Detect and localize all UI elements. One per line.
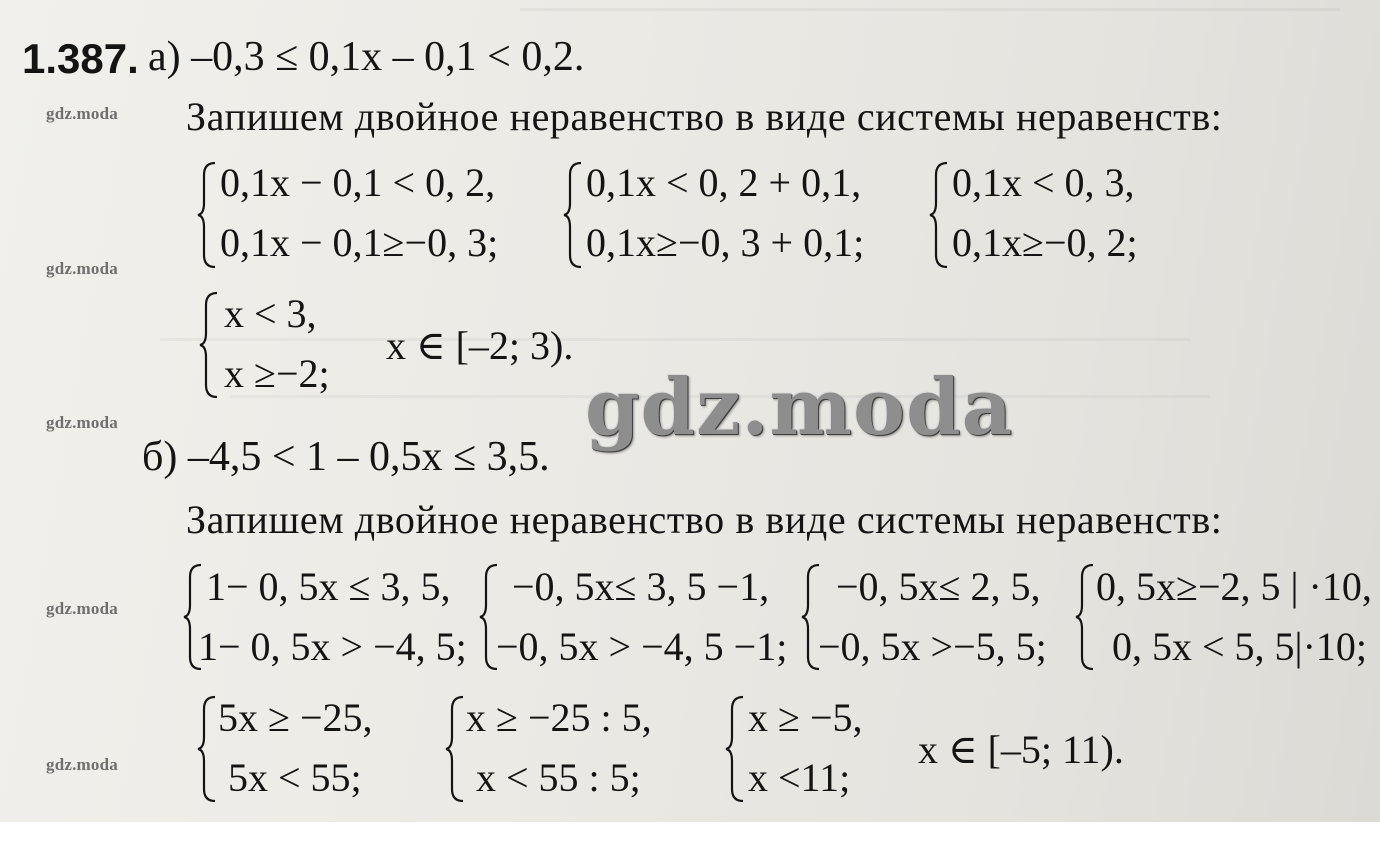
equation-line: −0, 5x≤ 2, 5, — [836, 564, 1041, 609]
equation-line: x <11; — [748, 755, 851, 800]
equation-line: 1− 0, 5x > −4, 5; — [198, 624, 467, 669]
part-a-answer: x ∈ [–2; 3). — [386, 323, 574, 368]
part-a-intro: Запишем двойное неравенство в виде системы неравенств: — [186, 94, 1223, 139]
equation-line: 0,1x < 0, 2 + 0,1, — [586, 160, 862, 205]
show-through-line — [520, 8, 1340, 11]
equation-line: x ≥−2; — [224, 351, 330, 396]
system-brace — [562, 160, 584, 270]
equation-line: −0, 5x≤ 3, 5 −1, — [512, 564, 770, 609]
part-b-statement: б) –4,5 < 1 – 0,5x ≤ 3,5. — [142, 434, 550, 480]
small-watermark: gdz.moda — [46, 104, 118, 123]
large-watermark: gdz.moda — [585, 362, 1014, 453]
part-b-answer: x ∈ [–5; 11). — [918, 727, 1124, 772]
problem-number: 1.387. — [22, 35, 139, 82]
equation-line: x < 55 : 5; — [476, 755, 641, 800]
equation-line: 0,1x < 0, 3, — [952, 160, 1135, 205]
small-watermark: gdz.moda — [46, 413, 118, 432]
system-brace — [1074, 562, 1096, 672]
show-through-line — [160, 338, 1190, 341]
equation-line: 0, 5x < 5, 5|·10; — [1112, 624, 1367, 669]
part-b-intro: Запишем двойное неравенство в виде системы неравенств: — [186, 497, 1223, 542]
equation-line: −0, 5x > −4, 5 −1; — [496, 624, 788, 669]
small-watermark: gdz.moda — [46, 259, 118, 278]
equation-line: x < 3, — [224, 291, 317, 336]
equation-line: 0,1x≥−0, 2; — [952, 220, 1138, 265]
equation-line: 5x ≥ −25, — [218, 695, 373, 740]
small-watermark: gdz.moda — [46, 755, 118, 774]
equation-line: 5x < 55; — [228, 755, 362, 800]
equation-line: 0,1x − 0,1 < 0, 2, — [220, 160, 496, 205]
system-brace — [196, 160, 218, 270]
part-a-statement: а) –0,3 ≤ 0,1x – 0,1 < 0,2. — [148, 34, 585, 80]
equation-line: −0, 5x >−5, 5; — [818, 624, 1047, 669]
system-brace — [196, 694, 218, 804]
small-watermark: gdz.moda — [46, 599, 118, 618]
equation-line: x ≥ −25 : 5, — [466, 695, 652, 740]
system-brace — [444, 694, 466, 804]
system-brace — [928, 160, 950, 270]
equation-line: 1− 0, 5x ≤ 3, 5, — [206, 564, 451, 609]
equation-line: 0,1x≥−0, 3 + 0,1; — [586, 220, 865, 265]
bottom-margin — [0, 822, 1380, 858]
system-brace — [198, 290, 220, 400]
equation-line: x ≥ −5, — [748, 695, 863, 740]
equation-line: 0, 5x≥−2, 5 | ·10, — [1096, 564, 1372, 609]
equation-line: 0,1x − 0,1≥−0, 3; — [220, 220, 499, 265]
system-brace — [724, 694, 746, 804]
